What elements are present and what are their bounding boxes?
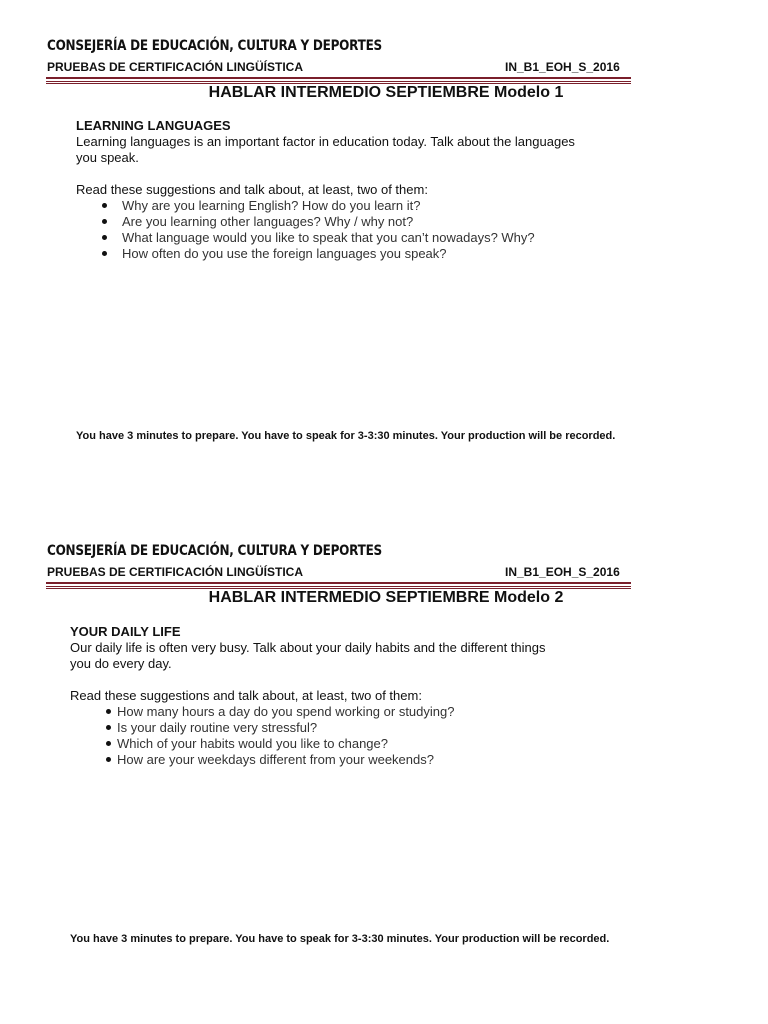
list-item xyxy=(76,246,596,262)
suggestion-text: How many hours a day do you spend working or studying? xyxy=(117,704,455,719)
exam-page-modelo-1 xyxy=(0,0,768,505)
suggestion-text: Is your daily routine very stressful? xyxy=(117,720,318,735)
task-content xyxy=(76,118,596,262)
topic-description: Learning languages is an important factor in education today. Talk about the languages you speak. xyxy=(76,134,575,165)
bullet-icon xyxy=(102,219,107,224)
bullet-icon xyxy=(106,725,111,730)
bullet-icon xyxy=(102,203,107,208)
topic-heading: LEARNING LANGUAGES xyxy=(76,118,231,133)
list-item xyxy=(76,230,596,246)
suggestions-intro: Read these suggestions and talk about, at least, two of them: xyxy=(70,688,422,703)
exam-code: IN_B1_EOH_S_2016 xyxy=(505,60,620,74)
bullet-icon xyxy=(102,251,107,256)
bullet-icon xyxy=(106,709,111,714)
bullet-icon xyxy=(102,235,107,240)
suggestion-text: How often do you use the foreign languages you speak? xyxy=(122,246,447,261)
task-content xyxy=(70,624,590,768)
org-title: CONSEJERÍA DE EDUCACIÓN, CULTURA Y DEPORTES xyxy=(47,543,382,559)
exam-title: HABLAR INTERMEDIO SEPTIEMBRE Modelo 2 xyxy=(208,589,564,606)
header-rule xyxy=(46,77,631,84)
topic-heading: YOUR DAILY LIFE xyxy=(70,624,181,639)
exam-page-modelo-2 xyxy=(0,505,768,1010)
header-rule xyxy=(46,582,631,589)
list-item xyxy=(70,720,590,736)
list-item xyxy=(70,736,590,752)
suggestion-text: Why are you learning English? How do you learn it? xyxy=(122,198,421,213)
suggestion-text: What language would you like to speak that you can’t nowadays? Why? xyxy=(122,230,535,245)
suggestions-list xyxy=(70,704,590,768)
bullet-icon xyxy=(106,741,111,746)
list-item xyxy=(70,704,590,720)
topic-description: Our daily life is often very busy. Talk about your daily habits and the different things you do every day. xyxy=(70,640,546,671)
exam-code: IN_B1_EOH_S_2016 xyxy=(505,565,620,579)
suggestion-text: How are your weekdays different from your weekends? xyxy=(117,752,434,767)
list-item xyxy=(76,214,596,230)
list-item xyxy=(70,752,590,768)
list-item xyxy=(76,198,596,214)
instructions-text: You have 3 minutes to prepare. You have to speak for 3-3:30 minutes. Your production will be recorded. xyxy=(76,430,616,442)
suggestion-text: Which of your habits would you like to change? xyxy=(117,736,388,751)
suggestions-intro: Read these suggestions and talk about, at least, two of them: xyxy=(76,182,428,197)
suggestions-list xyxy=(76,198,596,262)
bullet-icon xyxy=(106,757,111,762)
cert-title: PRUEBAS DE CERTIFICACIÓN LINGÜÍSTICA xyxy=(47,60,304,74)
suggestion-text: Are you learning other languages? Why / why not? xyxy=(122,214,414,229)
cert-title: PRUEBAS DE CERTIFICACIÓN LINGÜÍSTICA xyxy=(47,565,304,579)
exam-title: HABLAR INTERMEDIO SEPTIEMBRE Modelo 1 xyxy=(208,84,564,101)
org-title: CONSEJERÍA DE EDUCACIÓN, CULTURA Y DEPORTES xyxy=(47,38,382,54)
instructions-text: You have 3 minutes to prepare. You have to speak for 3-3:30 minutes. Your production will be recorded. xyxy=(70,933,610,945)
